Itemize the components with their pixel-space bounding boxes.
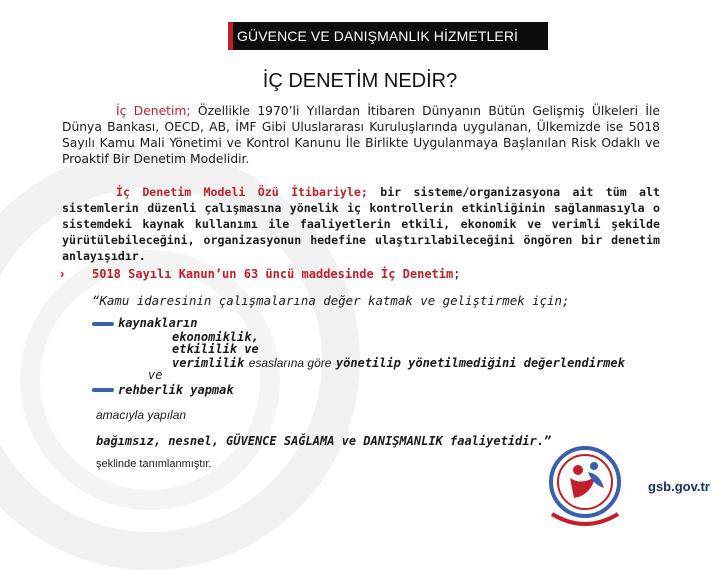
section-banner (228, 22, 548, 50)
list-conjunction: ve (148, 368, 163, 382)
banner-accent (228, 22, 233, 50)
ministry-logo-icon (530, 440, 640, 540)
list-item-guidance: rehberlik yapmak (118, 383, 234, 397)
law-text: 5018 Sayılı Kanun’un 63 üncü maddesinde İç Denetim (92, 267, 454, 281)
list-sub-evaluate: yönetilip yönetilmediğini değerlendirmek (335, 356, 625, 370)
closing-definition: bağımsız, nesnel, GÜVENCE SAĞLAMA ve DANIŞMANLIK faaliyetidir.” (96, 434, 552, 448)
paragraph-2-term: İç Denetim Modeli Özü İtibariyle; (116, 185, 368, 199)
list-item-resources: kaynakların (118, 316, 198, 330)
paragraph-definition (62, 103, 660, 167)
paragraph-2-text: bir sisteme/organizasyona ait tüm alt sistemlerin düzenli çalışmasına yönelik iç kontrollerin etkinliğinin sağlanmasıyla o sistemdeki kaynak kullanımı ile faaliyetlerin etkili, ekonomik ve verimli şekilde yürütülebileceğini, organizasyonun hedefine ulaştırılabileceğini öngören bir denetim anlayışıdır. (62, 185, 660, 263)
list-sub-efficiency-line (172, 354, 625, 372)
banner-text: GÜVENCE VE DANIŞMANLIK HİZMETLERİ (237, 28, 519, 44)
list-sub-efficiency: verimlilik (172, 356, 245, 370)
list-sub-effectiveness: etkililik ve (172, 342, 259, 356)
quote-intro: “Kamu idaresinin çalışmalarına değer katmak ve geliştirmek için; (92, 293, 570, 308)
website-link[interactable]: gsb.gov.tr (648, 479, 710, 494)
chevron-right-icon: › (60, 266, 65, 281)
list-sub-basis: esaslarına göre (248, 356, 332, 370)
paragraph-1-text: Özellikle 1970’li Yıllardan İtibaren Dünyanın Bütün Gelişmiş Ülkeleri İle Dünya Bankası, OECD, AB, İMF Gibi Uluslararası Kuruluşlarında uygulanan, Ülkemizde ise 5018 Sayılı Kamu Mali Yönetimi ve Kontrol Kanunu İle Birlikte Uygulanmaya Başlanılan Risk Odaklı ve Proaktif Bir Denetim Modelidir. (62, 104, 660, 166)
law-tail: ; (453, 267, 461, 281)
law-reference (92, 267, 460, 281)
purpose-text: amacıyla yapılan (96, 408, 187, 422)
dash-bullet-icon (92, 322, 114, 326)
paragraph-model (62, 184, 660, 264)
dash-bullet-icon (92, 388, 114, 392)
paragraph-1-term: İç Denetim; (116, 104, 191, 118)
slide-title: İÇ DENETİM NEDİR? (262, 70, 458, 92)
list-sub-economy: ekonomiklik, (172, 330, 259, 344)
defined-text: şeklinde tanımlanmıştır. (96, 458, 212, 470)
